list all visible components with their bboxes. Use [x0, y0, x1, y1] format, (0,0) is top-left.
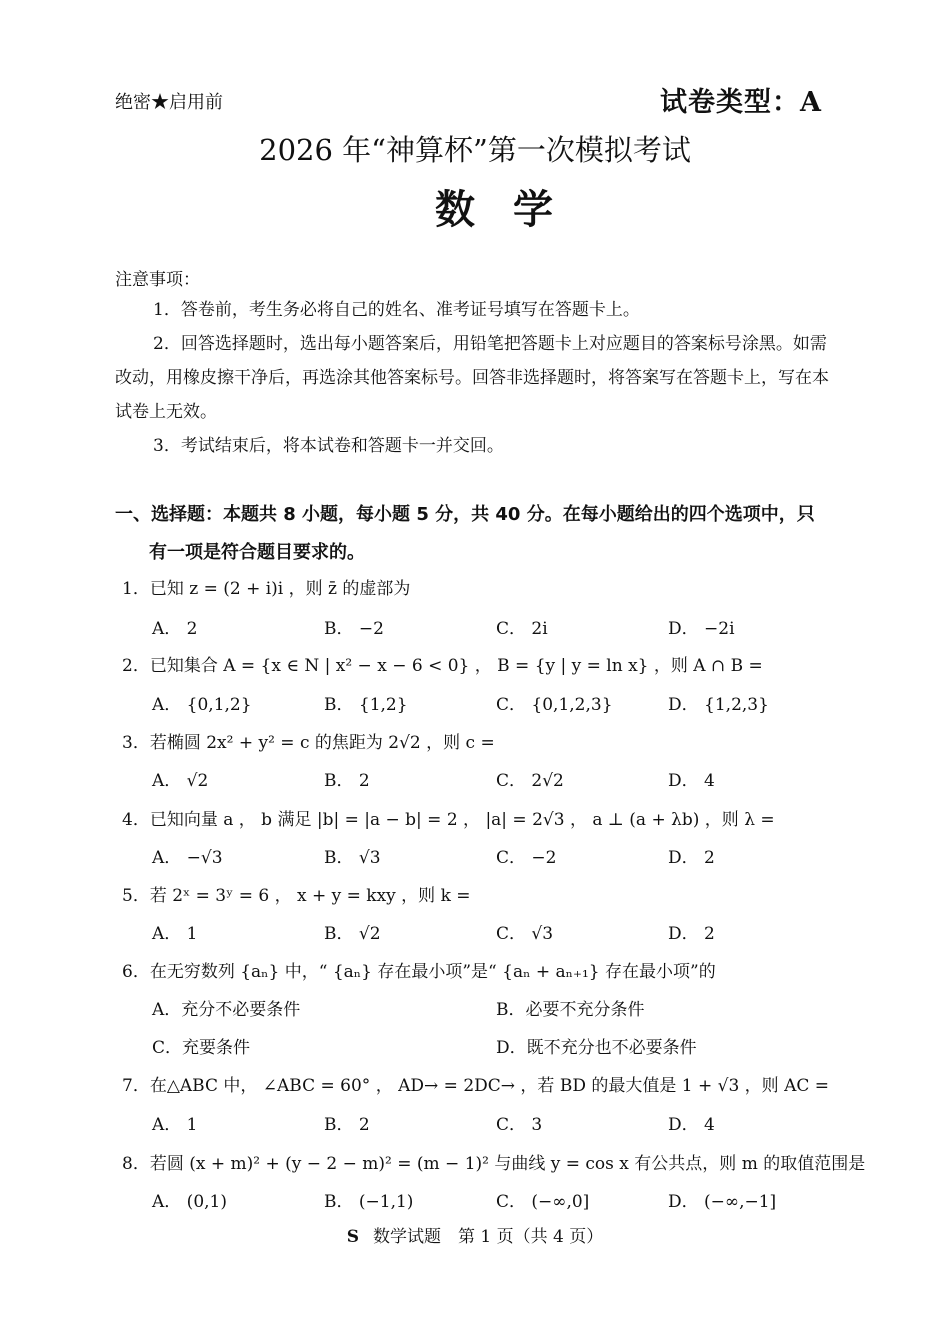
q6-option-a: A．充分不必要条件 — [152, 1000, 301, 1020]
q4-option-b: B． √3 — [324, 848, 381, 868]
q4-option-d: D． 2 — [668, 848, 715, 868]
q2-option-a: A． {0,1,2} — [152, 695, 252, 715]
q1-option-b: B． −2 — [324, 619, 384, 639]
q6-option-c: C．充要条件 — [152, 1038, 251, 1058]
note-item-2: 2．回答选择题时，选出每小题答案后，用铅笔把答题卡上对应题目的答案标号涂黑。如需改动，用橡皮擦干净后，再选涂其他答案标号。回答非选择题时，将答案写在答题卡上，写在本试卷上无效。 — [115, 334, 829, 422]
q5-option-b: B． √2 — [324, 924, 381, 944]
q3-option-a: A． √2 — [152, 771, 209, 791]
q3-option-d: D． 4 — [668, 771, 715, 791]
q8-option-c: C． (−∞,0] — [496, 1192, 590, 1212]
exam-title: 2026 年“神算杯”第一次模拟考试 — [259, 133, 691, 167]
page-footer — [0, 1222, 950, 1247]
confidential-label: 绝密★启用前 — [115, 92, 223, 113]
q8-option-a: A． (0,1) — [152, 1192, 227, 1212]
q7-option-b: B． 2 — [324, 1115, 370, 1135]
q8-option-b: B． (−1,1) — [324, 1192, 414, 1212]
question-6: 6．在无穷数列 {aₙ} 中，“ {aₙ} 存在最小项”是“ {aₙ + aₙ₊₁} 存在最小项”的 — [122, 962, 716, 982]
question-4: 4．已知向量 a ， b 满足 |b| = |a − b| = 2 ， |a| = 2√3 ， a ⊥ (a + λb) ，则 λ = — [122, 810, 775, 830]
subject-title: 数学 — [435, 186, 591, 233]
q1-option-a: A． 2 — [152, 619, 198, 639]
section-heading-line1: 一、选择题：本题共 8 小题，每小题 5 分，共 40 分。在每小题给出的四个选项中，只 — [115, 504, 815, 525]
notes-heading: 注意事项： — [115, 270, 200, 290]
note-item-1: 1．答卷前，考生务必将自己的姓名、准考证号填写在答题卡上。 — [153, 300, 640, 320]
q2-option-c: C． {0,1,2,3} — [496, 695, 613, 715]
q5-option-d: D． 2 — [668, 924, 715, 944]
q3-option-b: B． 2 — [324, 771, 370, 791]
q8-option-d: D． (−∞,−1] — [668, 1192, 777, 1212]
paper-type: 试卷类型：A — [660, 87, 822, 118]
q1-option-d: D． −2i — [668, 619, 735, 639]
q2-option-b: B． {1,2} — [324, 695, 408, 715]
section-heading — [115, 496, 835, 572]
footer-mark: S — [346, 1227, 360, 1247]
q7-option-c: C． 3 — [496, 1115, 543, 1135]
q7-option-a: A． 1 — [152, 1115, 198, 1135]
q6-option-d: D．既不充分也不必要条件 — [496, 1038, 697, 1058]
question-5: 5．若 2ˣ = 3ʸ = 6 ， x + y = kxy ，则 k = — [122, 886, 471, 906]
question-2: 2．已知集合 A = {x ∈ N | x² − x − 6 < 0} ， B = {y | y = ln x} ，则 A ∩ B = — [122, 656, 763, 676]
question-1: 1．已知 z = (2 + i)i ，则 z̄ 的虚部为 — [122, 579, 411, 599]
q5-option-a: A． 1 — [152, 924, 198, 944]
q4-option-c: C． −2 — [496, 848, 557, 868]
q6-option-b: B．必要不充分条件 — [496, 1000, 645, 1020]
q2-option-d: D． {1,2,3} — [668, 695, 769, 715]
note-item-3: 3．考试结束后，将本试卷和答题卡一并交回。 — [153, 436, 504, 456]
q1-option-c: C． 2i — [496, 619, 548, 639]
footer-page-info: 数学试题 第 1 页（共 4 页） — [373, 1227, 604, 1247]
q3-option-c: C． 2√2 — [496, 771, 564, 791]
question-3: 3．若椭圆 2x² + y² = c 的焦距为 2√2 ，则 c = — [122, 733, 495, 753]
q4-option-a: A． −√3 — [152, 848, 223, 868]
q7-option-d: D． 4 — [668, 1115, 715, 1135]
question-7: 7．在△ABC 中， ∠ABC = 60° ， AD→ = 2DC→ ，若 BD 的最大值是 1 + √3 ，则 AC = — [122, 1076, 830, 1096]
question-8: 8．若圆 (x + m)² + (y − 2 − m)² = (m − 1)² 与曲线 y = cos x 有公共点，则 m 的取值范围是 — [122, 1154, 866, 1174]
section-heading-line2: 有一项是符合题目要求的。 — [149, 542, 365, 563]
q5-option-c: C． √3 — [496, 924, 554, 944]
